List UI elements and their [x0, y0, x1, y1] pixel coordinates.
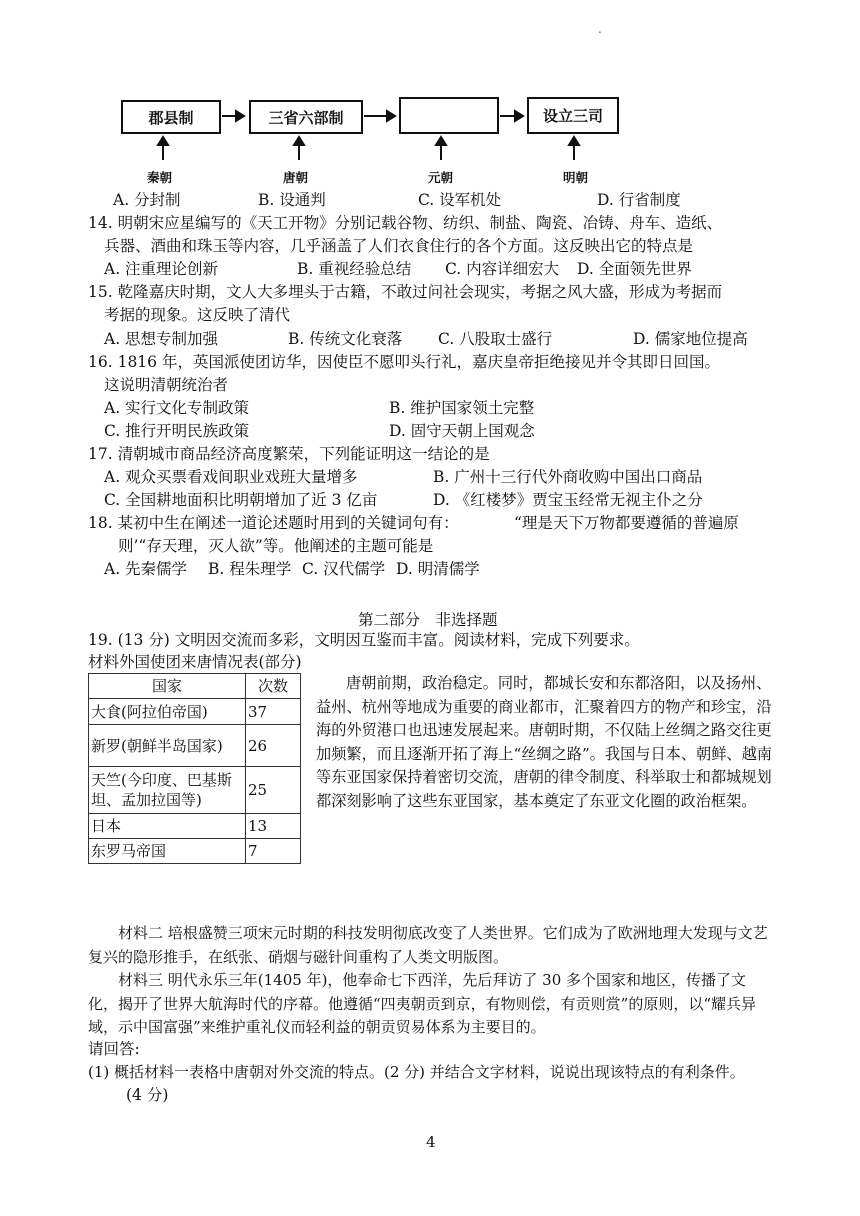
- table-cell-count: 25: [246, 767, 301, 814]
- q16-option-b: B. 维护国家领土完整: [389, 399, 535, 417]
- q15-option-d: D. 儒家地位提高: [633, 330, 748, 348]
- q17-option-c: C. 全国耕地面积比明朝增加了近 3 亿亩: [104, 491, 378, 509]
- q14-stem-line2: 兵器、酒曲和珠玉等内容，几乎涵盖了人们衣食住行的各个方面。这反映出它的特点是: [104, 237, 694, 255]
- flow-box-4: 设立三司: [527, 97, 619, 134]
- table-cell-count: 37: [246, 699, 301, 725]
- q16-stem-line2: 这说明清朝统治者: [104, 376, 229, 394]
- table-cell-count: 13: [246, 814, 301, 839]
- table-row: [89, 839, 301, 864]
- table-cell-country: 天竺(今印度、巴基斯坦、孟加拉国等): [89, 767, 246, 814]
- sub-question-1-line2: (4 分): [126, 1086, 169, 1104]
- section-title: 第二部分 非选择题: [358, 611, 498, 629]
- q14-stem-line1: 14. 明朝宋应星编写的《天工开物》分别记载谷物、纺织、制盐、陶瓷、冶铸、舟车、造纸、: [88, 214, 723, 232]
- q18-stem-line1a: 18. 某初中生在阐述一道论述题时用到的关键词句有：: [88, 514, 459, 532]
- q18-option-c: C. 汉代儒学: [302, 560, 386, 578]
- table-row: [89, 767, 301, 814]
- q19-table-caption: 材料外国使团来唐情况表(部分): [88, 653, 302, 671]
- flow-box-1: 郡县制: [121, 100, 221, 134]
- table-cell-country: 日本: [89, 814, 246, 839]
- q19-intro: 19. (13 分) 文明因交流而多彩，文明因互鉴而丰富。阅读材料，完成下列要求。: [88, 631, 640, 649]
- q18-option-a: A. 先秦儒学: [104, 560, 188, 578]
- table-cell-country: 新罗(朝鲜半岛国家): [89, 725, 246, 767]
- q16-option-d: D. 固守天朝上国观念: [389, 422, 535, 440]
- flow-box-2: 三省六部制: [249, 100, 363, 134]
- q16-option-a: A. 实行文化专制政策: [104, 399, 250, 417]
- q15-option-c: C. 八股取士盛行: [438, 330, 553, 348]
- answer-prompt: 请回答:: [88, 1040, 140, 1058]
- flow-label-yuan: 元朝: [428, 170, 454, 185]
- table-header-country: 国家: [89, 674, 246, 699]
- material3-text: 材料三 明代永乐三年(1405 年)，他奉命七下西洋，先后拜访了 30 多个国家和地区，传播了文化，揭开了世界大航海时代的序幕。他遵循“四夷朝贡到京，有物则偿，有贡则赏”的原则，以“耀兵异域，示中国富强”来维护重礼仪而轻利益的朝贡贸易体系为主要目的。: [88, 971, 757, 1036]
- table-cell-country: 大食(阿拉伯帝国): [89, 699, 246, 725]
- q18-option-b: B. 程朱理学: [208, 560, 292, 578]
- q14-option-d: D. 全面领先世界: [577, 260, 692, 278]
- q13-option-b: B. 设通判: [258, 191, 326, 209]
- q17-option-d: D. 《红楼梦》贾宝玉经常无视主仆之分: [433, 491, 703, 509]
- material1-text: 唐朝前期，政治稳定。同时，都城长安和东都洛阳，以及扬州、益州、杭州等地成为重要的商业都市，汇聚着四方的物产和珍宝，沿海的外贸港口也迅速发展起来。唐朝时期，不仅陆上丝绸之路交往更加频繁，而且逐渐开拓了海上“丝绸之路”。我国与日本、朝鲜、越南等东亚国家保持着密切交流，唐朝的律令制度、科举取士和都城规划都深刻影响了这些东亚国家，基本奠定了东亚文化圈的政治框架。: [316, 674, 772, 810]
- envoy-table: [88, 673, 301, 864]
- table-row: [89, 699, 301, 725]
- q18-stem-line2: 则’“存天理，灭人欲”等。他阐述的主题可能是: [118, 537, 434, 555]
- table-header-row: [89, 674, 301, 699]
- q18-option-d: D. 明清儒学: [396, 560, 480, 578]
- q17-option-a: A. 观众买票看戏间职业戏班大量增多: [104, 468, 358, 486]
- header-dot: .: [598, 22, 602, 36]
- q14-option-c: C. 内容详细宏大: [445, 260, 560, 278]
- table-cell-count: 7: [246, 839, 301, 864]
- flow-label-tang: 唐朝: [283, 170, 309, 185]
- q18-stem-line1b: “理是天下万物都要遵循的普遍原: [514, 514, 739, 532]
- table-cell-country: 东罗马帝国: [89, 839, 246, 864]
- q15-stem-line1: 15. 乾隆嘉庆时期，文人大多埋头于古籍，不敢过问社会现实，考据之风大盛，形成为考据而: [88, 283, 723, 301]
- q15-option-b: B. 传统文化衰落: [288, 330, 403, 348]
- q15-stem-line2: 考据的现象。这反映了清代: [104, 306, 291, 324]
- table-cell-count: 26: [246, 725, 301, 767]
- flow-label-ming: 明朝: [563, 170, 589, 185]
- q16-stem-line1: 16. 1816 年，英国派使团访华，因使臣不愿叩头行礼，嘉庆皇帝拒绝接见并令其即日回国。: [88, 353, 720, 371]
- q16-option-c: C. 推行开明民族政策: [104, 422, 250, 440]
- q13-option-a: A. 分封制: [113, 191, 181, 209]
- q14-option-b: B. 重视经验总结: [297, 260, 412, 278]
- flow-label-qin: 秦朝: [147, 170, 173, 185]
- q14-option-a: A. 注重理论创新: [104, 260, 219, 278]
- table-row: [89, 725, 301, 767]
- q13-option-d: D. 行省制度: [597, 191, 681, 209]
- q13-option-c: C. 设军机处: [418, 191, 502, 209]
- page-number: 4: [426, 1133, 436, 1151]
- table-header-count: 次数: [246, 674, 301, 699]
- q15-option-a: A. 思想专制加强: [104, 330, 219, 348]
- table-row: [89, 814, 301, 839]
- sub-question-1-line1: (1) 概括材料一表格中唐朝对外交流的特点。(2 分) 并结合文字材料，说说出现该特点的有利条件。: [88, 1063, 745, 1081]
- q17-option-b: B. 广州十三行代外商收购中国出口商品: [433, 468, 703, 486]
- q17-stem: 17. 清朝城市商品经济高度繁荣，下列能证明这一结论的是: [88, 445, 490, 463]
- material2-text: 材料二 培根盛赞三项宋元时期的科技发明彻底改变了人类世界。它们成为了欧洲地理大发现与文艺复兴的隐形推手，在纸张、硝烟与磁针间重构了人类文明版图。: [88, 924, 768, 966]
